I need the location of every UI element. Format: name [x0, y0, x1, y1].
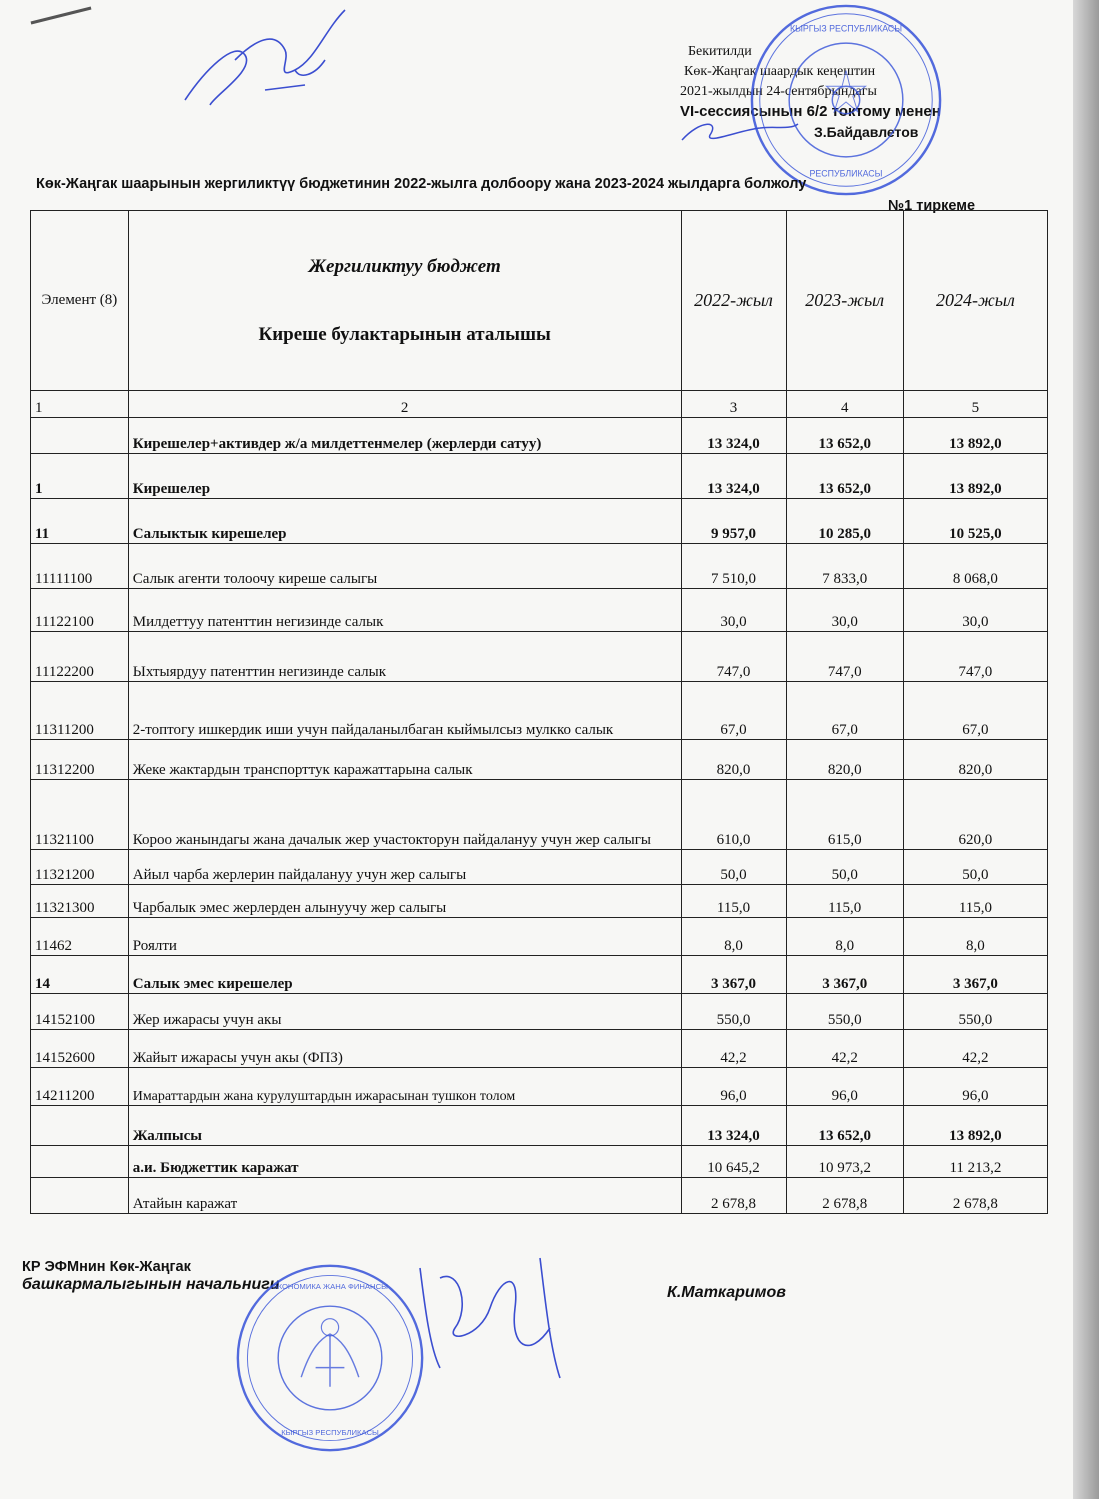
row-value-2024: 42,2: [903, 1030, 1047, 1068]
row-name: Атайын каражат: [128, 1178, 681, 1214]
row-code: 14152100: [31, 994, 129, 1030]
table-body: [31, 418, 1048, 1214]
row-value-2022: 50,0: [681, 850, 786, 885]
row-name: Кирешелер+активдер ж/а милдеттенмелер (жерлерди сатуу): [128, 418, 681, 454]
header-name-italic: Жергиликтуу бюджет: [308, 255, 501, 277]
approval-line-4: VI-сессиясынын 6/2 токтому менен: [680, 103, 941, 120]
row-value-2024: 550,0: [903, 994, 1047, 1030]
row-value-2022: 13 324,0: [681, 418, 786, 454]
approval-line-2: Көк-Жаңгак шаардык кеңештин: [684, 64, 876, 79]
row-value-2024: 8,0: [903, 918, 1047, 956]
row-value-2023: 615,0: [786, 780, 903, 850]
row-code: 11122200: [31, 632, 129, 682]
row-code: 11321300: [31, 885, 129, 918]
row-value-2023: 747,0: [786, 632, 903, 682]
row-value-2022: 8,0: [681, 918, 786, 956]
row-name: Салыктык кирешелер: [128, 499, 681, 544]
column-number: 4: [786, 391, 903, 418]
table-row: [31, 994, 1048, 1030]
signer-title-line-2: башкармалыгынын начальниги: [22, 1276, 280, 1293]
row-name: Жер ижарасы учун акы: [128, 994, 681, 1030]
table-row: [31, 1146, 1048, 1178]
row-value-2024: 13 892,0: [903, 418, 1047, 454]
row-value-2022: 115,0: [681, 885, 786, 918]
row-value-2024: 820,0: [903, 740, 1047, 780]
row-name: Жалпысы: [128, 1106, 681, 1146]
row-value-2022: 10 645,2: [681, 1146, 786, 1178]
row-value-2023: 42,2: [786, 1030, 903, 1068]
row-name: Айыл чарба жерлерин пайдалануу учун жер салыгы: [128, 850, 681, 885]
row-value-2024: 13 892,0: [903, 1106, 1047, 1146]
row-value-2024: 10 525,0: [903, 499, 1047, 544]
row-value-2022: 747,0: [681, 632, 786, 682]
row-value-2024: 8 068,0: [903, 544, 1047, 589]
table-row: [31, 454, 1048, 499]
table-row: [31, 956, 1048, 994]
row-value-2023: 50,0: [786, 850, 903, 885]
table-row: [31, 1030, 1048, 1068]
header-year-2022: 2022-жыл: [681, 211, 786, 391]
approval-line-3: 2021-жылдын 24-сентябрындагы: [680, 84, 877, 99]
row-code: [31, 1106, 129, 1146]
row-value-2024: 13 892,0: [903, 454, 1047, 499]
row-value-2022: 610,0: [681, 780, 786, 850]
header-year-2024: 2024-жыл: [903, 211, 1047, 391]
row-code: 14: [31, 956, 129, 994]
row-value-2023: 820,0: [786, 740, 903, 780]
table-row: [31, 544, 1048, 589]
table-header-row: [31, 211, 1048, 391]
row-value-2024: 67,0: [903, 682, 1047, 740]
row-name: Салык эмес кирешелер: [128, 956, 681, 994]
row-value-2023: 7 833,0: [786, 544, 903, 589]
table-row: [31, 885, 1048, 918]
row-value-2024: 747,0: [903, 632, 1047, 682]
table-row: [31, 780, 1048, 850]
appendix-label: №1 тиркеме: [888, 198, 976, 214]
row-name: Имараттардын жана курулуштардын ижарасынан тушкон толом: [128, 1068, 681, 1106]
row-value-2024: 11 213,2: [903, 1146, 1047, 1178]
row-value-2022: 2 678,8: [681, 1178, 786, 1214]
column-number: 2: [128, 391, 681, 418]
row-value-2023: 10 973,2: [786, 1146, 903, 1178]
row-value-2024: 2 678,8: [903, 1178, 1047, 1214]
row-value-2023: 13 652,0: [786, 1106, 903, 1146]
row-value-2023: 10 285,0: [786, 499, 903, 544]
row-value-2023: 2 678,8: [786, 1178, 903, 1214]
row-value-2022: 96,0: [681, 1068, 786, 1106]
row-value-2022: 9 957,0: [681, 499, 786, 544]
row-name: Жайыт ижарасы учун акы (ФПЗ): [128, 1030, 681, 1068]
row-value-2023: 550,0: [786, 994, 903, 1030]
svg-text:ЭКОНОМИКА ЖАНА ФИНАНСЫ: ЭКОНОМИКА ЖАНА ФИНАНСЫ: [272, 1281, 388, 1291]
row-value-2022: 3 367,0: [681, 956, 786, 994]
table-row: [31, 418, 1048, 454]
row-value-2023: 13 652,0: [786, 454, 903, 499]
row-code: 11: [31, 499, 129, 544]
row-value-2024: 620,0: [903, 780, 1047, 850]
header-year-2023: 2023-жыл: [786, 211, 903, 391]
row-value-2024: 115,0: [903, 885, 1047, 918]
row-name: Ыхтыярдуу патенттин негизинде салык: [128, 632, 681, 682]
svg-text:РЕСПУБЛИКАСЫ: РЕСПУБЛИКАСЫ: [809, 168, 883, 179]
row-code: 1: [31, 454, 129, 499]
row-code: 11311200: [31, 682, 129, 740]
row-name: Короо жанындагы жана дачалык жер участокторун пайдалануу учун жер салыгы: [128, 780, 681, 850]
row-value-2022: 820,0: [681, 740, 786, 780]
row-name: Жеке жактардын транспорттук каражаттарына салык: [128, 740, 681, 780]
row-value-2022: 30,0: [681, 589, 786, 632]
svg-text:КЫРГЫЗ РЕСПУБЛИКАСЫ: КЫРГЫЗ РЕСПУБЛИКАСЫ: [789, 23, 903, 34]
row-code: [31, 1146, 129, 1178]
column-number-row: [31, 391, 1048, 418]
row-value-2022: 7 510,0: [681, 544, 786, 589]
header-name-bold: Киреше булактарынын аталышы: [258, 323, 551, 345]
signature-bottom: [400, 1248, 590, 1388]
row-value-2022: 550,0: [681, 994, 786, 1030]
approval-line-5: З.Байдавлетов: [814, 124, 919, 140]
scan-edge-shadow: [1073, 0, 1099, 1499]
row-value-2023: 3 367,0: [786, 956, 903, 994]
table-row: [31, 682, 1048, 740]
row-value-2023: 67,0: [786, 682, 903, 740]
approval-line-1: Бекитилди: [688, 44, 752, 59]
row-name: Роялти: [128, 918, 681, 956]
row-value-2024: 50,0: [903, 850, 1047, 885]
row-value-2024: 3 367,0: [903, 956, 1047, 994]
row-value-2022: 42,2: [681, 1030, 786, 1068]
row-code: 11462: [31, 918, 129, 956]
table-row: [31, 740, 1048, 780]
row-code: 11321200: [31, 850, 129, 885]
row-value-2023: 115,0: [786, 885, 903, 918]
row-code: [31, 1178, 129, 1214]
document-title: Көк-Жаңгак шаарынын жергиликтүү бюджетинин 2022-жылга долбоору жана 2023-2024 жылдарга болжолу: [36, 176, 807, 192]
column-number: 5: [903, 391, 1047, 418]
row-name: а.и. Бюджеттик каражат: [128, 1146, 681, 1178]
scan-mark: [31, 7, 92, 25]
row-value-2022: 13 324,0: [681, 454, 786, 499]
row-value-2023: 13 652,0: [786, 418, 903, 454]
row-value-2022: 13 324,0: [681, 1106, 786, 1146]
budget-table: [30, 210, 1048, 1214]
row-value-2023: 96,0: [786, 1068, 903, 1106]
column-number: 1: [31, 391, 129, 418]
row-name: Милдеттуу патенттин негизинде салык: [128, 589, 681, 632]
signature-top-left: [175, 0, 375, 120]
row-code: 11321100: [31, 780, 129, 850]
row-value-2024: 30,0: [903, 589, 1047, 632]
row-name: Кирешелер: [128, 454, 681, 499]
row-code: [31, 418, 129, 454]
row-value-2023: 30,0: [786, 589, 903, 632]
header-name: [128, 211, 681, 391]
row-code: 11111100: [31, 544, 129, 589]
row-code: 14211200: [31, 1068, 129, 1106]
row-name: Салык агенти толоочу киреше салыгы: [128, 544, 681, 589]
row-code: 14152600: [31, 1030, 129, 1068]
table-row: [31, 499, 1048, 544]
finance-ministry-seal: [234, 1262, 426, 1454]
table-row: [31, 1068, 1048, 1106]
row-value-2024: 96,0: [903, 1068, 1047, 1106]
signer-name: К.Маткаримов: [667, 1284, 786, 1301]
table-row: [31, 850, 1048, 885]
table-row: [31, 632, 1048, 682]
column-number: 3: [681, 391, 786, 418]
svg-text:КЫРГЫЗ РЕСПУБЛИКАСЫ: КЫРГЫЗ РЕСПУБЛИКАСЫ: [281, 1427, 379, 1437]
row-name: 2-топтогу ишкердик иши учун пайдаланылбаган кыймылсыз мулкко салык: [128, 682, 681, 740]
row-code: 11312200: [31, 740, 129, 780]
table-row: [31, 1178, 1048, 1214]
table-row: [31, 589, 1048, 632]
row-value-2022: 67,0: [681, 682, 786, 740]
signer-title-line-1: КР ЭФМнин Көк-Жаңгак: [22, 1259, 191, 1275]
row-value-2023: 8,0: [786, 918, 903, 956]
table-row: [31, 918, 1048, 956]
header-element: Элемент (8): [31, 211, 129, 391]
table-row: [31, 1106, 1048, 1146]
city-council-seal: [748, 2, 944, 198]
row-name: Чарбалык эмес жерлерден алынуучу жер салыгы: [128, 885, 681, 918]
row-code: 11122100: [31, 589, 129, 632]
